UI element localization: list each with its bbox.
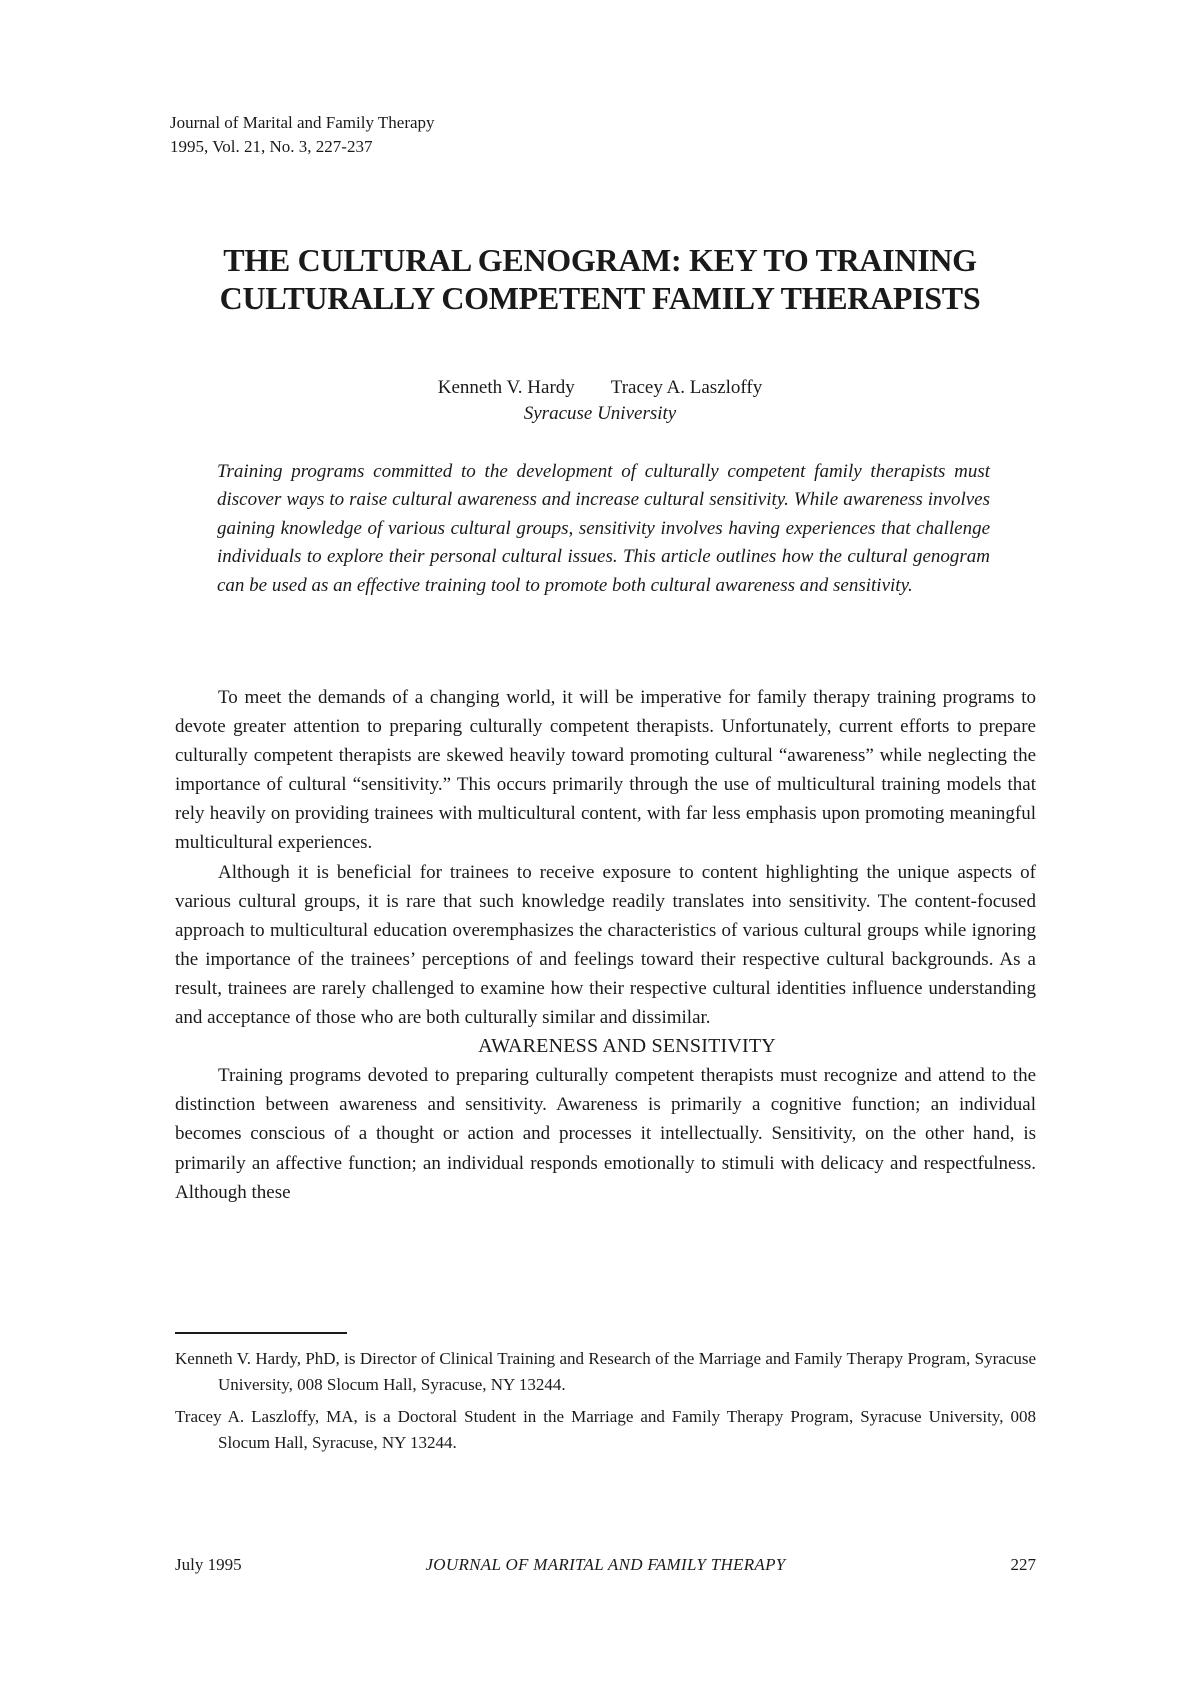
footnote-hardy: Kenneth V. Hardy, PhD, is Director of Clinical Training and Research of the Marriage and Family Therapy Program, Syracuse University, 008 Slocum Hall, Syracuse, NY 13244. xyxy=(175,1349,1036,1394)
title-line-1: THE CULTURAL GENOGRAM: KEY TO TRAINING xyxy=(223,242,977,278)
author-names xyxy=(300,375,900,401)
body-paragraph-2: Although it is beneficial for trainees to receive exposure to content highlighting the unique aspects of various cultural groups, it is rare that such knowledge readily translates into sensitivity. The content-focused approach to multicultural education overemphasizes the characteristics of various cultural groups while ignoring the importance of the trainees’ perceptions of and feelings toward their respective cultural backgrounds. As a result, trainees are rarely challenged to examine how their respective cultural identities influence understanding and acceptance of those who are both culturally similar and dissimilar. xyxy=(175,861,1036,1029)
footnotes xyxy=(175,1346,1036,1462)
page-number: 227 xyxy=(1010,1555,1036,1574)
journal-header xyxy=(170,111,435,159)
footer-journal: JOURNAL OF MARITAL AND FAMILY THERAPY xyxy=(425,1555,786,1574)
section-heading: AWARENESS AND SENSITIVITY xyxy=(478,1035,776,1058)
body-paragraph-3: Training programs devoted to preparing culturally competent therapists must recognize and attend to the distinction between awareness and sensitivity. Awareness is primarily a cognitive function; an individual becomes conscious of a thought or action and processes it intellectually. Sensitivity, on the other hand, is primarily an affective function; an individual responds emotionally to stimuli with delicacy and respectfulness. Although these xyxy=(175,1065,1036,1203)
journal-name: Journal of Marital and Family Therapy xyxy=(170,113,435,132)
footnote-laszloffy: Tracey A. Laszloffy, MA, is a Doctoral Student in the Marriage and Family Therapy Program, Syracuse University, 008 Slocum Hall, Syracuse, NY 13244. xyxy=(175,1407,1036,1452)
footer-date: July 1995 xyxy=(175,1555,242,1574)
author-laszloffy: Tracey A. Laszloffy xyxy=(610,377,763,398)
author-affiliation: Syracuse University xyxy=(523,403,677,424)
article-title xyxy=(130,241,1070,317)
article-body xyxy=(175,683,1036,1207)
author-block xyxy=(300,375,900,427)
abstract: Training programs committed to the development of culturally competent family therapists must discover ways to raise cultural awareness and increase cultural sensitivity. While awareness involves gaining knowledge of various cultural groups, sensitivity involves having experiences that challenge individuals to explore their personal cultural issues. This article outlines how the cultural genogram can be used as an effective training tool to promote both cultural awareness and sensitivity. xyxy=(217,461,990,596)
footnote-divider xyxy=(175,1332,347,1334)
body-paragraph-1: To meet the demands of a changing world, it will be imperative for family therapy training programs to devote greater attention to preparing culturally competent therapists. Unfortunately, current efforts to prepare culturally competent therapists are skewed heavily toward promoting cultural “awareness” while neglecting the importance of cultural “sensitivity.” This occurs primarily through the use of multicultural training models that rely heavily on providing trainees with multicultural content, with far less emphasis upon promoting meaningful multicultural experiences. xyxy=(175,687,1036,854)
title-line-2: CULTURALLY COMPETENT FAMILY THERAPISTS xyxy=(219,280,981,316)
journal-citation: 1995, Vol. 21, No. 3, 227-237 xyxy=(170,137,373,156)
author-hardy: Kenneth V. Hardy xyxy=(437,377,575,398)
